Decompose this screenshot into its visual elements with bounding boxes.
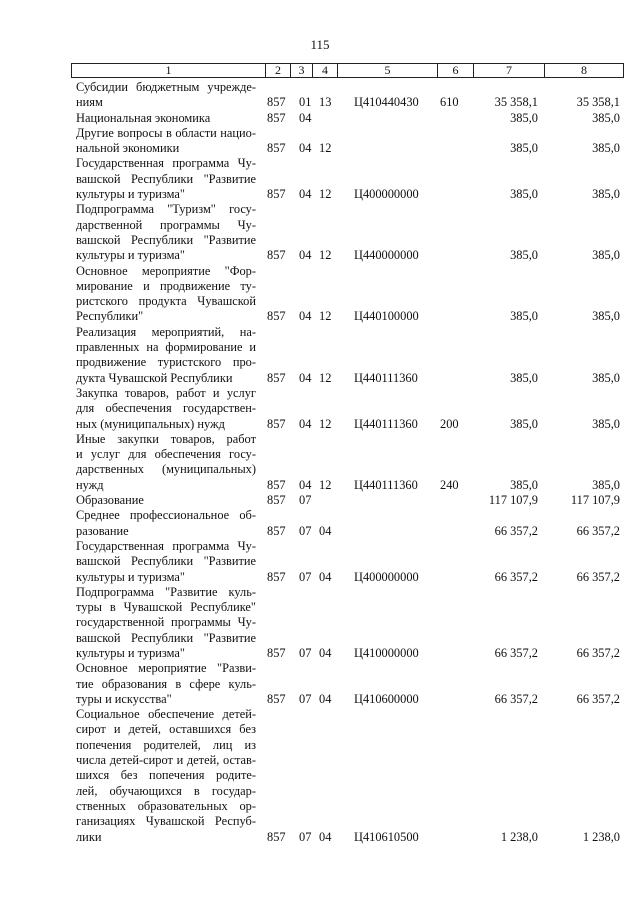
- row-title-line: разование: [76, 523, 129, 538]
- cell-col-7: 385,0: [510, 141, 538, 156]
- row-title-line: числа детей-сирот и детей, остав-: [76, 753, 256, 768]
- row-title: [76, 585, 256, 661]
- cell-col-7: 385,0: [510, 370, 538, 385]
- cell-col-8: 385,0: [592, 416, 620, 431]
- cell-col-7: 385,0: [510, 248, 538, 263]
- cell-col-3: 04: [299, 187, 312, 202]
- cell-col-8: 1 238,0: [582, 829, 620, 844]
- table-row: [0, 661, 640, 707]
- table-row: [0, 493, 640, 508]
- cell-col-7: 385,0: [510, 477, 538, 492]
- row-title-line: Основное мероприятие "Разви-: [76, 661, 256, 676]
- cell-col-8: 385,0: [592, 370, 620, 385]
- row-title-line: культуры и туризма": [76, 645, 185, 660]
- cell-col-8: 117 107,9: [570, 493, 620, 508]
- row-title-line: вашской Республики "Развитие: [76, 232, 256, 247]
- cell-col-2: 857: [267, 416, 286, 431]
- cell-col-3: 04: [299, 110, 312, 125]
- cell-col-2: 857: [267, 691, 286, 706]
- table-row: [0, 264, 640, 325]
- table-row: [0, 432, 640, 493]
- cell-col-4: 12: [319, 248, 332, 263]
- cell-col-5: Ц400000000: [354, 187, 419, 202]
- cell-col-3: 07: [299, 646, 312, 660]
- cell-col-7: 385,0: [510, 309, 538, 324]
- cell-col-2: 857: [267, 523, 286, 538]
- cell-col-5: Ц400000000: [354, 569, 419, 584]
- cell-col-2: 857: [267, 646, 286, 660]
- table-row: [0, 202, 640, 263]
- cell-col-5: Ц410440430: [354, 95, 419, 110]
- row-title-line: шихся без попечения родите-: [76, 768, 256, 783]
- cell-col-5: Ц410000000: [354, 646, 419, 660]
- table-row: [0, 80, 640, 111]
- table-row: [0, 386, 640, 432]
- row-title-line: ственных образовательных ор-: [76, 798, 256, 813]
- cell-col-4: 04: [319, 523, 332, 538]
- row-title-line: ниям: [76, 95, 103, 110]
- header-col-5: 5: [338, 64, 438, 77]
- table-row: [0, 707, 640, 845]
- cell-col-4: 04: [319, 646, 332, 660]
- table-row: [0, 111, 640, 126]
- row-title-line: туры в Чувашской Республике": [76, 600, 256, 615]
- row-title: [76, 432, 256, 493]
- header-col-1: 1: [72, 64, 266, 77]
- row-title-line: государственной программы Чу-: [76, 615, 256, 630]
- row-title-line: культуры и туризма": [76, 248, 185, 263]
- cell-col-2: 857: [267, 95, 286, 110]
- row-title: [76, 661, 256, 707]
- cell-col-7: 385,0: [510, 187, 538, 202]
- cell-col-4: 12: [319, 309, 332, 324]
- row-title-line: Другие вопросы в области нацио-: [76, 125, 256, 140]
- table-row: [0, 508, 640, 539]
- cell-col-8: 385,0: [592, 309, 620, 324]
- cell-col-4: 12: [319, 370, 332, 385]
- row-title-line: попечения родителей, лиц из: [76, 737, 256, 752]
- row-title: [76, 126, 256, 157]
- row-title: [76, 493, 256, 508]
- cell-col-4: 12: [319, 141, 332, 156]
- cell-col-3: 01: [299, 95, 312, 110]
- row-title-line: Субсидии бюджетным учрежде-: [76, 80, 256, 94]
- header-col-6: 6: [438, 64, 474, 77]
- cell-col-3: 04: [299, 477, 312, 492]
- cell-col-5: Ц440111360: [354, 370, 418, 385]
- row-title: [76, 111, 256, 126]
- cell-col-7: 117 107,9: [488, 493, 538, 508]
- cell-col-4: 04: [319, 691, 332, 706]
- cell-col-8: 385,0: [592, 248, 620, 263]
- cell-col-4: 12: [319, 416, 332, 431]
- cell-col-3: 07: [299, 523, 312, 538]
- row-title-line: Образование: [76, 493, 144, 508]
- row-title-line: сирот и детей, оставшихся без: [76, 722, 256, 737]
- cell-col-3: 07: [299, 493, 312, 508]
- cell-col-2: 857: [267, 569, 286, 584]
- table-header: [71, 63, 624, 78]
- table-row: [0, 156, 640, 202]
- table-row: [0, 126, 640, 157]
- row-title-line: тие образования в сфере куль-: [76, 676, 256, 691]
- cell-col-8: 385,0: [592, 141, 620, 156]
- row-title-line: вашской Республики "Развитие: [76, 171, 256, 186]
- cell-col-3: 04: [299, 416, 312, 431]
- header-col-8: 8: [581, 63, 587, 77]
- row-title-line: культуры и туризма": [76, 569, 185, 584]
- cell-col-7: 66 357,2: [494, 569, 538, 584]
- row-title: [76, 264, 256, 325]
- row-title-line: и услуг для обеспечения госу-: [76, 447, 256, 462]
- cell-col-2: 857: [267, 110, 286, 125]
- cell-col-8: 385,0: [592, 477, 620, 492]
- row-title-line: Национальная экономика: [76, 110, 211, 125]
- cell-col-8: 35 358,1: [576, 95, 620, 110]
- cell-col-3: 07: [299, 691, 312, 706]
- row-title-line: правленных на формирование и: [76, 340, 256, 355]
- cell-col-4: 12: [319, 187, 332, 202]
- cell-col-2: 857: [267, 477, 286, 492]
- cell-col-7: 66 357,2: [494, 646, 538, 660]
- header-col-3: 3: [291, 64, 313, 77]
- row-title-line: Закупка товаров, работ и услуг: [76, 385, 256, 400]
- row-title-line: Подпрограмма "Развитие куль-: [76, 584, 256, 599]
- budget-table-body: [0, 80, 640, 845]
- row-title: [76, 508, 256, 539]
- row-title-line: вашской Республики "Развитие: [76, 630, 256, 645]
- row-title-line: туры и искусства": [76, 691, 172, 706]
- cell-col-2: 857: [267, 370, 286, 385]
- row-title-line: для обеспечения государствен-: [76, 401, 256, 416]
- cell-col-5: Ц440111360: [354, 477, 418, 492]
- row-title-line: Государственная программа Чу-: [76, 156, 256, 171]
- row-title-line: Государственная программа Чу-: [76, 538, 256, 553]
- cell-col-3: 07: [299, 829, 312, 844]
- cell-col-8: 66 357,2: [576, 523, 620, 538]
- cell-col-7: 385,0: [510, 110, 538, 125]
- row-title-line: дукта Чувашской Республики: [76, 370, 233, 385]
- row-title: [76, 80, 256, 111]
- row-title: [76, 156, 256, 202]
- row-title-line: мирование и продвижение ту-: [76, 278, 256, 293]
- table-row: [0, 539, 640, 585]
- row-title: [76, 539, 256, 585]
- table-row: [0, 325, 640, 386]
- row-title-line: ристского продукта Чувашской: [76, 294, 256, 309]
- cell-col-5: Ц410600000: [354, 691, 419, 706]
- cell-col-2: 857: [267, 829, 286, 844]
- cell-col-5: Ц410610500: [354, 829, 419, 844]
- cell-col-3: 04: [299, 141, 312, 156]
- cell-col-7: 66 357,2: [494, 523, 538, 538]
- row-title-line: культуры и туризма": [76, 187, 185, 202]
- cell-col-4: 12: [319, 477, 332, 492]
- cell-col-6: 610: [440, 95, 459, 110]
- cell-col-3: 04: [299, 370, 312, 385]
- cell-col-7: 385,0: [510, 416, 538, 431]
- cell-col-7: 1 238,0: [500, 829, 538, 844]
- cell-col-3: 04: [299, 248, 312, 263]
- cell-col-8: 385,0: [592, 187, 620, 202]
- cell-col-4: 04: [319, 569, 332, 584]
- row-title-line: ганизациях Чувашской Респуб-: [76, 814, 256, 829]
- row-title: [76, 386, 256, 432]
- cell-col-8: 66 357,2: [576, 646, 620, 660]
- row-title-line: Иные закупки товаров, работ: [76, 431, 256, 446]
- cell-col-2: 857: [267, 248, 286, 263]
- cell-col-7: 35 358,1: [494, 95, 538, 110]
- row-title-line: Реализация мероприятий, на-: [76, 324, 256, 339]
- row-title-line: лей, обучающихся в государ-: [76, 783, 256, 798]
- header-col-7: 7: [474, 64, 545, 77]
- page-number: 115: [310, 37, 330, 52]
- row-title-line: вашской Республики "Развитие: [76, 554, 256, 569]
- row-title-line: лики: [76, 829, 102, 844]
- row-title-line: Социальное обеспечение детей-: [76, 707, 256, 722]
- cell-col-6: 200: [440, 416, 459, 431]
- cell-col-5: Ц440100000: [354, 309, 419, 324]
- cell-col-2: 857: [267, 141, 286, 156]
- row-title-line: дарственных (муниципальных): [76, 462, 256, 477]
- row-title-line: дарственной программы Чу-: [76, 217, 256, 232]
- row-title: [76, 202, 256, 263]
- cell-col-2: 857: [267, 309, 286, 324]
- cell-col-7: 66 357,2: [494, 691, 538, 706]
- row-title-line: Основное мероприятие "Фор-: [76, 263, 256, 278]
- cell-col-5: Ц440111360: [354, 416, 418, 431]
- cell-col-6: 240: [440, 477, 459, 492]
- header-col-2: 2: [266, 64, 291, 77]
- cell-col-3: 04: [299, 309, 312, 324]
- row-title-line: ных (муниципальных) нужд: [76, 416, 225, 431]
- cell-col-8: 385,0: [592, 110, 620, 125]
- table-row: [0, 585, 640, 662]
- cell-col-3: 07: [299, 569, 312, 584]
- row-title: [76, 325, 256, 386]
- row-title-line: Республики": [76, 309, 144, 324]
- row-title-line: нужд: [76, 477, 104, 492]
- cell-col-8: 66 357,2: [576, 569, 620, 584]
- row-title-line: нальной экономики: [76, 141, 180, 156]
- row-title-line: Среднее профессиональное об-: [76, 508, 256, 523]
- cell-col-2: 857: [267, 493, 286, 508]
- header-col-4: 4: [313, 64, 338, 77]
- row-title-line: Подпрограмма "Туризм" госу-: [76, 202, 256, 217]
- cell-col-8: 66 357,2: [576, 691, 620, 706]
- row-title-line: продвижение туристского про-: [76, 355, 256, 370]
- row-title: [76, 707, 256, 845]
- cell-col-5: Ц440000000: [354, 248, 419, 263]
- cell-col-2: 857: [267, 187, 286, 202]
- cell-col-4: 04: [319, 829, 332, 844]
- cell-col-4: 13: [319, 95, 332, 110]
